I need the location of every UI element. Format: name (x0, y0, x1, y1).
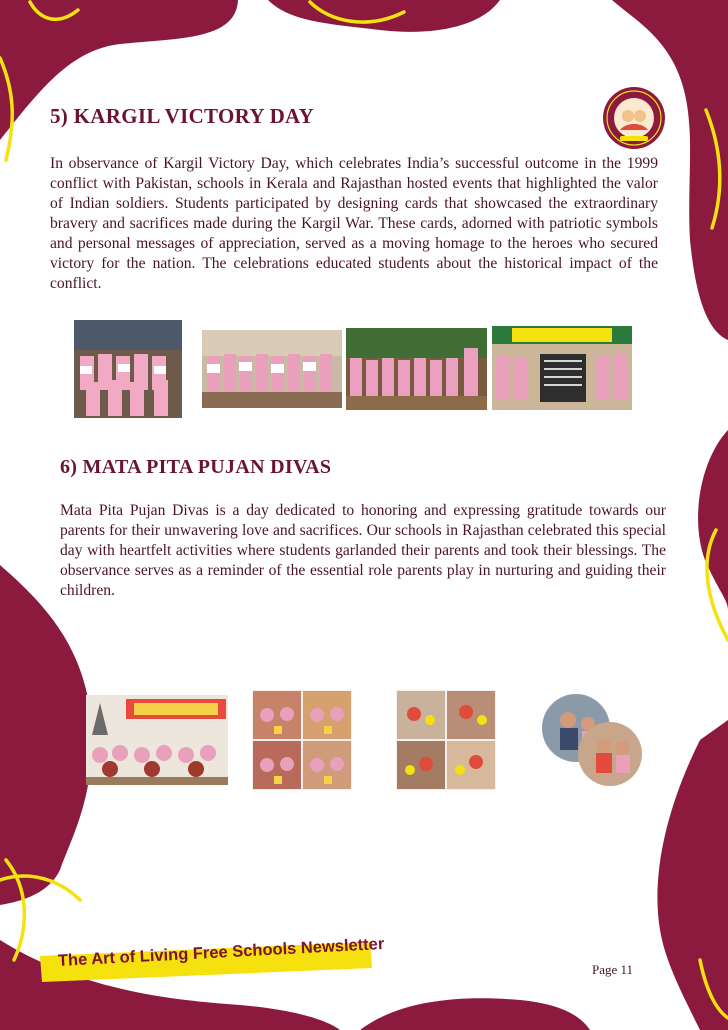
photo-pujan-4 (540, 690, 644, 790)
page-number: Page 11 (592, 962, 634, 977)
photo-pujan-1 (86, 695, 228, 785)
section-title-kargil-victory-day: 5) KARGIL VICTORY DAY (50, 104, 315, 128)
photo-pujan-3 (396, 690, 496, 790)
art-of-living-free-schools-seal (602, 86, 666, 150)
photo-kargil-1 (74, 320, 182, 418)
photo-kargil-2 (202, 330, 342, 408)
photo-pujan-2 (252, 690, 352, 790)
newsletter-title: The Art of Living Free Schools Newsletter (57, 934, 385, 970)
section-body-kargil-victory-day: In observance of Kargil Victory Day, which celebrates India’s successful outcome in the 1999 conflict with Pakistan, schools in Kerala and Rajasthan hosted events that highlighted the valor of Indian soldiers. Students participated by designing cards that showcased the extraordinary bravery and sacrifices made during the Kargil War. These cards, adorned with patriotic symbols and personal messages of appreciation, served as a moving homage to the heroes who secured victory for the nation. The celebrations educated students about the historical impact of the conflict. (50, 155, 658, 292)
photo-kargil-4 (492, 326, 632, 410)
section-title-mata-pita-pujan-divas: 6) MATA PITA PUJAN DIVAS (60, 456, 332, 478)
photo-kargil-3 (346, 328, 487, 410)
section-body-mata-pita-pujan-divas: Mata Pita Pujan Divas is a day dedicated to honoring and expressing gratitude towards our parents for their unwavering love and sacrifices. Our schools in Rajasthan celebrated this special day with heartfelt activities where students garlanded their parents and took their blessings. The observance serves as a reminder of the essential role parents play in nurturing and guiding their children. (60, 502, 666, 599)
